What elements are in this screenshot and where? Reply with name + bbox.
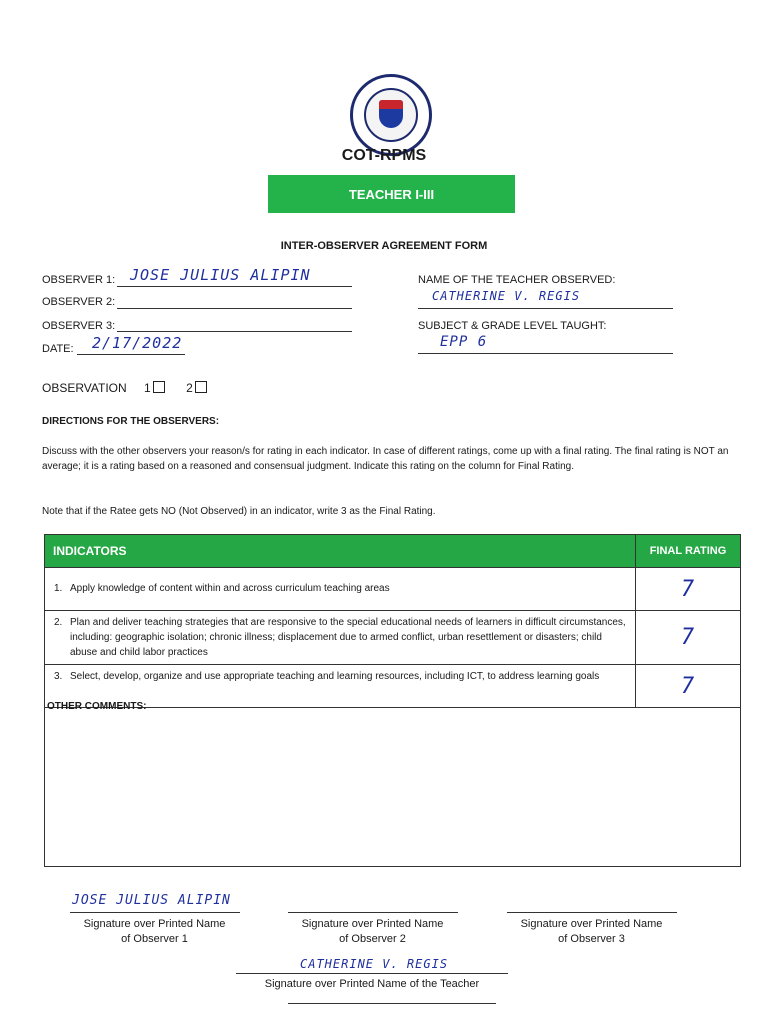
observer1-caption-line2: of Observer 1 <box>121 933 188 945</box>
observation-option-2-label: 2 <box>186 381 193 395</box>
other-comments-box[interactable] <box>44 699 741 867</box>
observer1-signature[interactable]: JOSE JULIUS ALIPIN <box>72 893 231 908</box>
observer3-line[interactable] <box>117 331 352 332</box>
deped-seal <box>350 74 432 156</box>
table-row <box>45 611 741 665</box>
observer1-signature-line <box>70 912 240 913</box>
observer2-caption-line2: of Observer 2 <box>339 933 406 945</box>
indicator-number: 3. <box>54 671 63 682</box>
final-rating-cell[interactable]: 7 <box>636 611 741 665</box>
teacher-value[interactable]: CATHERINE V. REGIS <box>432 289 581 303</box>
directions-note: Note that if the Ratee gets NO (Not Observed) in an indicator, write 3 as the Final Rating. <box>42 506 436 517</box>
seal-emblem <box>364 88 418 142</box>
observer2-label: OBSERVER 2: <box>42 296 116 308</box>
observer2-signature-line[interactable] <box>288 912 458 913</box>
teacher-signature[interactable]: CATHERINE V. REGIS <box>300 957 449 971</box>
position-banner: TEACHER I-III <box>268 175 515 213</box>
observer3-caption-line2: of Observer 3 <box>558 933 625 945</box>
indicator-text: Plan and deliver teaching strategies that are responsive to the special educational needs of learners in difficult circumstances, including: geographic isolation; chronic illness; displacement due to armed conflict, urban resettlement or disasters; child abuse and child labor practices <box>70 617 626 658</box>
observer1-line <box>117 286 352 287</box>
indicator-cell <box>45 611 636 665</box>
teacher-signature-line <box>236 973 508 974</box>
indicators-header: INDICATORS <box>45 535 636 568</box>
indicator-number: 2. <box>54 617 63 628</box>
table-header-row <box>45 535 741 568</box>
teacher-caption: Signature over Printed Name of the Teacher <box>264 978 480 990</box>
directions-text: Discuss with the other observers your reason/s for rating in each indicator. In case of different ratings, come up with a final rating. The final rating is NOT an average; it is a rating based on a reasoned and consensual judgment. Indicate this rating on the column for Final Rating. <box>42 446 729 472</box>
observation-row <box>42 381 207 395</box>
observer3-caption-line1: Signature over Printed Name <box>520 918 663 930</box>
teacher-bottom-line <box>288 1003 496 1004</box>
observer2-caption <box>280 917 465 947</box>
observation-label: OBSERVATION <box>42 381 127 395</box>
subject-label: SUBJECT & GRADE LEVEL TAUGHT: <box>418 320 607 332</box>
date-line <box>77 354 185 355</box>
observation-option-1-label: 1 <box>144 381 151 395</box>
date-value[interactable]: 2/17/2022 <box>92 334 183 352</box>
document-title: COT-RPMS <box>341 147 427 164</box>
observer1-label: OBSERVER 1: <box>42 274 116 286</box>
observer1-caption-line1: Signature over Printed Name <box>83 918 226 930</box>
indicators-table <box>44 534 741 708</box>
subject-value[interactable]: EPP 6 <box>440 334 488 350</box>
observer3-signature-line[interactable] <box>507 912 677 913</box>
table-row <box>45 568 741 611</box>
final-rating-header: FINAL RATING <box>636 535 741 568</box>
observer1-value[interactable]: JOSE JULIUS ALIPIN <box>130 266 311 284</box>
observation-2-checkbox[interactable] <box>195 381 207 393</box>
other-comments-label: OTHER COMMENTS: <box>47 701 147 712</box>
indicator-text: Select, develop, organize and use appropriate teaching and learning resources, including ICT, to address learning goals <box>70 671 600 682</box>
indicator-text: Apply knowledge of content within and across curriculum teaching areas <box>70 583 390 594</box>
form-title: INTER-OBSERVER AGREEMENT FORM <box>280 240 488 252</box>
observation-1-checkbox[interactable] <box>153 381 165 393</box>
directions-heading: DIRECTIONS FOR THE OBSERVERS: <box>42 416 220 427</box>
final-rating-cell[interactable]: 7 <box>636 665 741 708</box>
date-label: DATE: <box>42 343 74 355</box>
teacher-line <box>418 308 673 309</box>
indicator-number: 1. <box>54 583 63 594</box>
observer3-label: OBSERVER 3: <box>42 320 116 332</box>
observer2-caption-line1: Signature over Printed Name <box>301 918 444 930</box>
final-rating-cell[interactable]: 7 <box>636 568 741 611</box>
indicator-cell <box>45 568 636 611</box>
observer3-caption <box>499 917 684 947</box>
subject-line <box>418 353 673 354</box>
teacher-label: NAME OF THE TEACHER OBSERVED: <box>418 274 616 286</box>
observer1-caption <box>62 917 247 947</box>
observer2-line[interactable] <box>117 308 352 309</box>
